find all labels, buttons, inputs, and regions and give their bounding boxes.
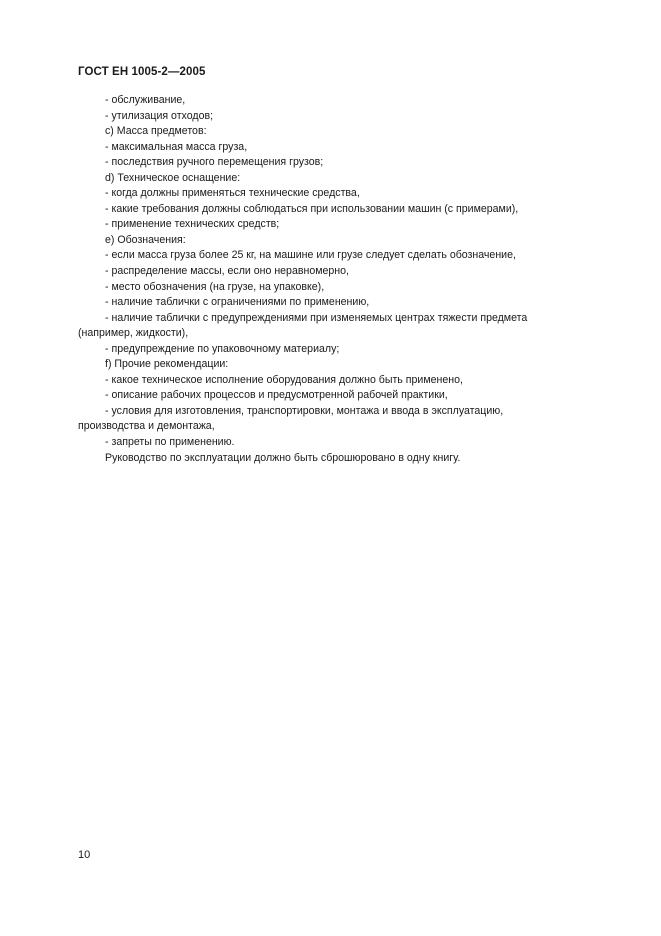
list-item: - место обозначения (на грузе, на упаковке), [105,280,325,293]
list-item: - предупреждение по упаковочному материалу; [105,342,340,355]
list-item: - применение технических средств; [105,218,280,231]
list-item: - запреты по применению. [105,436,235,449]
list-item: - если масса груза более 25 кг, на машине или грузе следует сделать обозначение, [105,249,516,262]
list-item: - какие требования должны соблюдаться при использовании машин (с примерами), [105,202,519,215]
list-item: - обслуживание, [105,94,186,106]
list-item: - условия для изготовления, транспортировки, монтажа и ввода в эксплуатацию, производства и демонтажа, [78,404,504,433]
section-heading: е) Обозначения: [105,233,186,246]
list-item: - наличие таблички с ограничениями по применению, [105,296,370,309]
list-item: - максимальная масса груза, [105,140,248,153]
document-body [78,93,556,466]
list-item: - описание рабочих процессов и предусмотренной рабочей практики, [105,389,448,402]
section-heading: c) Масса предметов: [105,125,207,138]
page-number: 10 [78,849,91,861]
list-item: - когда должны применяться технические средства, [105,187,360,200]
list-item: - наличие таблички с предупреждениями при изменяемых центрах тяжести предмета (например, жидкости), [78,311,528,340]
list-item: - распределение массы, если оно неравномерно, [105,265,349,278]
section-heading: f) Прочие рекомендации: [105,358,229,371]
list-item: - утилизация отходов; [105,109,214,122]
list-item: - какое техническое исполнение оборудования должно быть применено, [105,373,463,386]
section-heading: d) Техническое оснащение: [105,171,241,184]
list-item: - последствия ручного перемещения грузов; [105,156,324,169]
document-header: ГОСТ ЕН 1005-2—2005 [78,66,206,78]
closing-paragraph: Руководство по эксплуатации должно быть сброшюровано в одну книгу. [105,451,461,464]
